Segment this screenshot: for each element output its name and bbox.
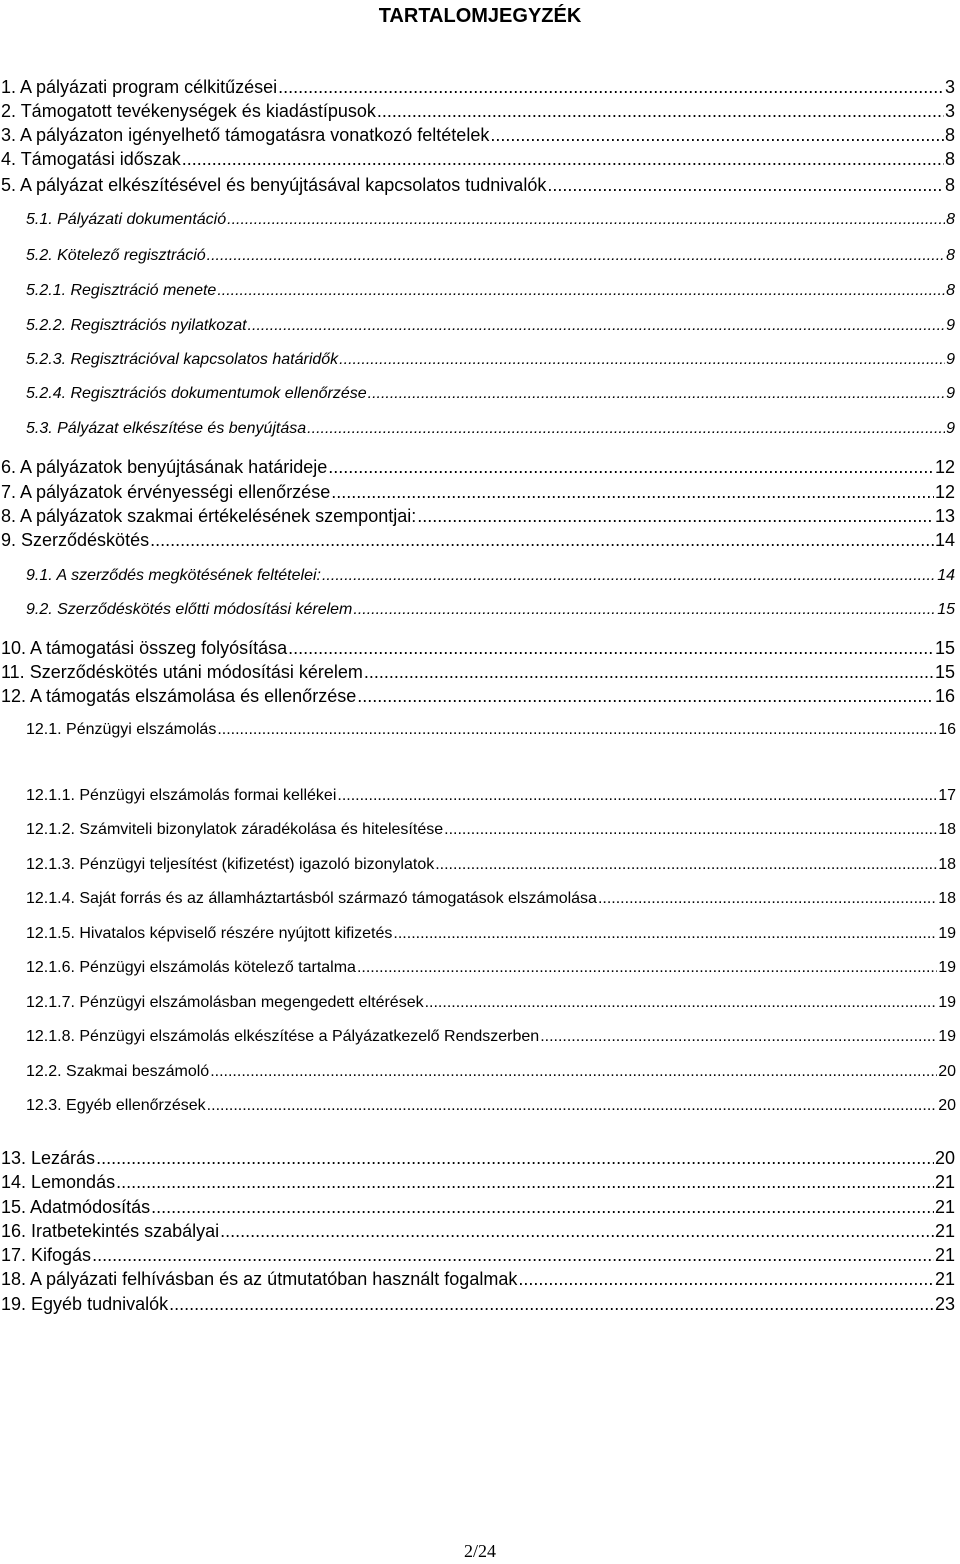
- toc-entry-label: 16. Iratbetekintés szabályai: [1, 1221, 220, 1241]
- toc-entry-label: 12.1.4. Saját forrás és az államháztartásból származó támogatások elszámolása: [26, 890, 597, 907]
- toc-title: TARTALOMJEGYZÉK: [378, 5, 582, 27]
- toc-entry[interactable]: [26, 1062, 956, 1082]
- toc-entry[interactable]: [26, 350, 955, 370]
- toc-leader-dots: [151, 1196, 934, 1218]
- toc-leader-dots: [288, 637, 934, 659]
- toc-leader-dots: [227, 210, 945, 230]
- toc-entry-label: 18. A pályázati felhívásban és az útmutatóban használt fogalmak: [1, 1269, 518, 1289]
- toc-entry-page: 20: [938, 1063, 956, 1080]
- toc-entry-label: 1. A pályázati program célkitűzései: [1, 77, 278, 97]
- toc-leader-dots: [337, 786, 937, 806]
- toc-entry-page: 14: [934, 530, 955, 550]
- toc-entry-label: 4. Támogatási időszak: [1, 149, 181, 169]
- toc-leader-dots: [435, 855, 937, 875]
- toc-leader-dots: [207, 246, 945, 266]
- toc-entry[interactable]: [1, 481, 955, 503]
- toc-entry-page: 19: [938, 994, 956, 1011]
- toc-entry[interactable]: [26, 566, 955, 586]
- toc-entry-label: 5.2.2. Regisztrációs nyilatkozat: [26, 317, 247, 334]
- toc-entry-label: 12.1. Pénzügyi elszámolás: [26, 721, 217, 738]
- toc-entry[interactable]: [26, 600, 955, 620]
- toc-entry[interactable]: [1, 685, 955, 707]
- toc-entry-page: 15: [934, 662, 955, 682]
- toc-leader-dots: [248, 316, 946, 336]
- toc-entry[interactable]: [1, 505, 955, 527]
- toc-entry[interactable]: [1, 637, 955, 659]
- toc-entry-page: 19: [938, 959, 956, 976]
- toc-entry-label: 5.2.1. Regisztráció menete: [26, 282, 217, 299]
- toc-entry-page: 21: [934, 1245, 955, 1265]
- toc-entry[interactable]: [26, 384, 955, 404]
- toc-entry[interactable]: [1, 1293, 955, 1315]
- toc-entry[interactable]: [26, 855, 956, 875]
- toc-entry[interactable]: [1, 1147, 955, 1169]
- toc-leader-dots: [210, 1062, 937, 1082]
- toc-entry[interactable]: [26, 210, 955, 230]
- toc-leader-dots: [182, 148, 944, 170]
- toc-entry-page: 9: [946, 351, 955, 368]
- toc-leader-dots: [339, 350, 945, 370]
- toc-entry-label: 2. Támogatott tevékenységek és kiadástípusok: [1, 101, 376, 121]
- toc-leader-dots: [357, 685, 934, 707]
- toc-entry[interactable]: [1, 100, 955, 122]
- toc-entry[interactable]: [26, 1096, 956, 1116]
- toc-entry-label: 12.1.1. Pénzügyi elszámolás formai kellékei: [26, 787, 337, 804]
- toc-entry-label: 12.1.5. Hivatalos képviselő részére nyújtott kifizetés: [26, 925, 393, 942]
- toc-entry-label: 15. Adatmódosítás: [1, 1197, 151, 1217]
- toc-entry-page: 8: [946, 282, 955, 299]
- toc-entry[interactable]: [26, 246, 955, 266]
- toc-entry-page: 9: [946, 385, 955, 402]
- toc-entry[interactable]: [1, 1196, 955, 1218]
- toc-entry[interactable]: [1, 1220, 955, 1242]
- toc-entry-page: 20: [938, 1097, 956, 1114]
- toc-entry-page: 21: [934, 1221, 955, 1241]
- toc-leader-dots: [364, 661, 934, 683]
- toc-entry-page: 16: [938, 721, 956, 738]
- toc-leader-dots: [598, 889, 937, 909]
- toc-entry-label: 14. Lemondás: [1, 1172, 116, 1192]
- toc-entry-page: 15: [934, 638, 955, 658]
- toc-leader-dots: [220, 1220, 934, 1242]
- toc-leader-dots: [547, 174, 944, 196]
- toc-entry-page: 8: [946, 211, 955, 228]
- toc-entry[interactable]: [26, 720, 956, 740]
- toc-entry-page: 12: [934, 482, 955, 502]
- toc-entry[interactable]: [1, 529, 955, 551]
- toc-entry-label: 12.2. Szakmai beszámoló: [26, 1063, 210, 1080]
- toc-entry-page: 18: [938, 890, 956, 907]
- toc-entry[interactable]: [26, 281, 955, 301]
- toc-leader-dots: [96, 1147, 934, 1169]
- toc-leader-dots: [116, 1171, 934, 1193]
- toc-entry[interactable]: [26, 993, 956, 1013]
- toc-leader-dots: [353, 600, 936, 620]
- toc-entry-label: 5.2.4. Regisztrációs dokumentumok ellenőrzése: [26, 385, 367, 402]
- toc-entry-label: 6. A pályázatok benyújtásának határideje: [1, 457, 328, 477]
- toc-entry-page: 16: [934, 686, 955, 706]
- toc-entry-label: 5.3. Pályázat elkészítése és benyújtása: [26, 420, 307, 437]
- toc-entry[interactable]: [26, 924, 956, 944]
- toc-entry[interactable]: [1, 76, 955, 98]
- toc-entry-page: 17: [938, 787, 956, 804]
- toc-entry-page: 8: [946, 247, 955, 264]
- toc-entry[interactable]: [26, 958, 956, 978]
- toc-entry-label: 12.1.7. Pénzügyi elszámolásban megengedett eltérések: [26, 994, 424, 1011]
- toc-entry[interactable]: [1, 124, 955, 146]
- toc-entry-page: 19: [938, 1028, 956, 1045]
- toc-leader-dots: [377, 100, 944, 122]
- toc-entry-page: 21: [934, 1269, 955, 1289]
- toc-leader-dots: [328, 456, 934, 478]
- toc-entry-page: 3: [944, 101, 955, 121]
- toc-entry-label: 12.1.6. Pénzügyi elszámolás kötelező tartalma: [26, 959, 356, 976]
- page-number: 2/24: [463, 1541, 496, 1561]
- toc-entry-label: 5.2.3. Regisztrációval kapcsolatos határidők: [26, 351, 339, 368]
- toc-leader-dots: [331, 481, 934, 503]
- toc-entry-label: 17. Kifogás: [1, 1245, 92, 1265]
- toc-entry-label: 5.1. Pályázati dokumentáció: [26, 211, 227, 228]
- toc-entry-label: 12.3. Egyéb ellenőrzések: [26, 1097, 206, 1114]
- toc-entry-page: 21: [934, 1197, 955, 1217]
- toc-entry-page: 18: [938, 821, 956, 838]
- toc-entry-label: 12.1.2. Számviteli bizonylatok záradékolása és hitelesítése: [26, 821, 444, 838]
- toc-leader-dots: [92, 1244, 934, 1266]
- toc-leader-dots: [217, 720, 937, 740]
- toc-leader-dots: [540, 1027, 937, 1047]
- toc-entry[interactable]: [1, 1268, 955, 1290]
- toc-leader-dots: [490, 124, 944, 146]
- toc-entry-label: 12.1.3. Pénzügyi teljesítést (kifizetést) igazoló bizonylatok: [26, 856, 435, 873]
- toc-entry-page: 8: [944, 149, 955, 169]
- toc-entry-label: 8. A pályázatok szakmai értékelésének szempontjai:: [1, 506, 417, 526]
- toc-entry-page: 15: [937, 601, 955, 618]
- toc-entry-label: 5. A pályázat elkészítésével és benyújtásával kapcsolatos tudnivalók: [1, 175, 547, 195]
- toc-entry[interactable]: [26, 786, 956, 806]
- toc-entry-label: 13. Lezárás: [1, 1148, 96, 1168]
- toc-entry-label: 7. A pályázatok érvényességi ellenőrzése: [1, 482, 331, 502]
- toc-leader-dots: [150, 529, 934, 551]
- toc-leader-dots: [444, 820, 937, 840]
- toc-entry-label: 9. Szerződéskötés: [1, 530, 150, 550]
- toc-leader-dots: [278, 76, 944, 98]
- toc-entry-label: 5.2. Kötelező regisztráció: [26, 247, 206, 264]
- toc-leader-dots: [322, 566, 936, 586]
- toc-entry[interactable]: [1, 148, 955, 170]
- toc-entry[interactable]: [1, 456, 955, 478]
- toc-entry[interactable]: [1, 1244, 955, 1266]
- toc-entry-label: 9.1. A szerződés megkötésének feltételei:: [26, 567, 321, 584]
- toc-entry-label: 19. Egyéb tudnivalók: [1, 1294, 169, 1314]
- toc-entry-page: 3: [944, 77, 955, 97]
- toc-leader-dots: [368, 384, 945, 404]
- toc-entry-page: 18: [938, 856, 956, 873]
- toc-entry[interactable]: [26, 1027, 956, 1047]
- toc-entry-page: 21: [934, 1172, 955, 1192]
- toc-leader-dots: [518, 1268, 934, 1290]
- toc-entry-page: 9: [946, 420, 955, 437]
- toc-entry[interactable]: [1, 661, 955, 683]
- toc-leader-dots: [207, 1096, 938, 1116]
- toc-entry-page: 19: [938, 925, 956, 942]
- toc-entry-page: 8: [944, 125, 955, 145]
- toc-entry[interactable]: [26, 889, 956, 909]
- toc-entry[interactable]: [26, 419, 955, 439]
- toc-entry[interactable]: [1, 1171, 955, 1193]
- toc-entry-page: 20: [934, 1148, 955, 1168]
- toc-entry-label: 12. A támogatás elszámolása és ellenőrzése: [1, 686, 357, 706]
- toc-entry[interactable]: [26, 316, 955, 336]
- toc-entry-label: 3. A pályázaton igényelhető támogatásra vonatkozó feltételek: [1, 125, 490, 145]
- toc-leader-dots: [417, 505, 934, 527]
- toc-entry-label: 11. Szerződéskötés utáni módosítási kérelem: [1, 662, 363, 682]
- toc-entry-page: 13: [934, 506, 955, 526]
- toc-entry-label: 9.2. Szerződéskötés előtti módosítási kérelem: [26, 601, 353, 618]
- toc-entry-label: 12.1.8. Pénzügyi elszámolás elkészítése a Pályázatkezelő Rendszerben: [26, 1028, 540, 1045]
- toc-entry-page: 9: [946, 317, 955, 334]
- toc-leader-dots: [425, 993, 938, 1013]
- toc-leader-dots: [217, 281, 945, 301]
- toc-entry-page: 14: [937, 567, 955, 584]
- toc-entry[interactable]: [1, 174, 955, 196]
- toc-entry-page: 12: [934, 457, 955, 477]
- toc-entry-label: 10. A támogatási összeg folyósítása: [1, 638, 288, 658]
- toc-entry-page: 8: [944, 175, 955, 195]
- toc-leader-dots: [357, 958, 937, 978]
- toc-leader-dots: [307, 419, 945, 439]
- toc-entry[interactable]: [26, 820, 956, 840]
- toc-leader-dots: [169, 1293, 934, 1315]
- toc-leader-dots: [393, 924, 937, 944]
- toc-entry-page: 23: [934, 1294, 955, 1314]
